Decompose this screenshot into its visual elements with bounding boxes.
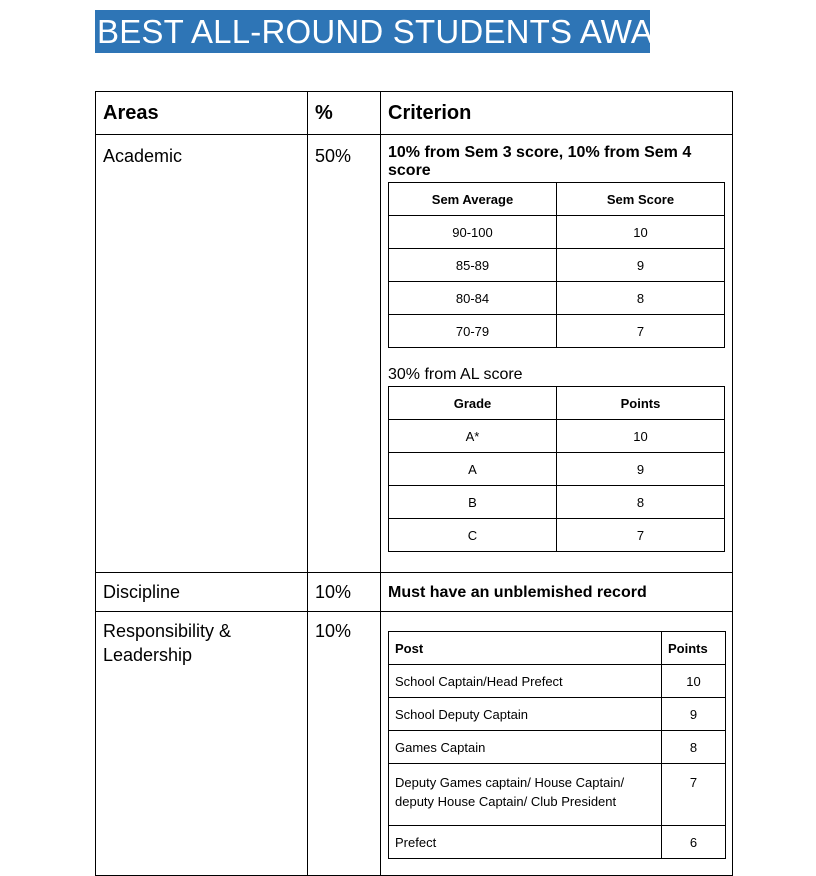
grade-cell: B xyxy=(389,486,557,519)
points-header: Points xyxy=(557,387,725,420)
leadership-area-line2: Leadership xyxy=(103,645,193,665)
sem-average-cell: 90-100 xyxy=(389,216,557,249)
post-cell-line2: deputy House Captain/ Club President xyxy=(395,794,617,809)
al-grade-table xyxy=(388,386,725,552)
awards-criteria-table xyxy=(95,91,733,876)
sem-score-header: Sem Score xyxy=(557,183,725,216)
points-header: Points xyxy=(662,632,726,665)
table-row xyxy=(389,519,725,552)
header-areas: Areas xyxy=(96,92,308,135)
discipline-criterion: Must have an unblemished record xyxy=(388,584,647,601)
leadership-row xyxy=(96,612,733,876)
discipline-percent: 10% xyxy=(315,582,352,602)
sem-score-cell: 9 xyxy=(557,249,725,282)
table-row xyxy=(389,315,725,348)
discipline-row xyxy=(96,573,733,612)
table-row xyxy=(389,698,726,731)
points-cell: 8 xyxy=(557,486,725,519)
sem-score-cell: 7 xyxy=(557,315,725,348)
post-header: Post xyxy=(389,632,662,665)
table-row xyxy=(389,420,725,453)
sem-score-table xyxy=(388,182,725,348)
table-header-row xyxy=(389,183,725,216)
post-cell: Prefect xyxy=(389,826,662,859)
academic-percent: 50% xyxy=(315,146,352,166)
sem-score-cell: 8 xyxy=(557,282,725,315)
grade-cell: A* xyxy=(389,420,557,453)
table-row xyxy=(389,826,726,859)
grade-header: Grade xyxy=(389,387,557,420)
table-row xyxy=(389,216,725,249)
points-cell: 9 xyxy=(557,453,725,486)
table-row xyxy=(389,665,726,698)
table-row xyxy=(389,249,725,282)
header-criterion: Criterion xyxy=(381,92,733,135)
academic-area: Academic xyxy=(103,146,183,166)
grade-cell: C xyxy=(389,519,557,552)
points-cell: 9 xyxy=(662,698,726,731)
sem-score-cell: 10 xyxy=(557,216,725,249)
points-cell: 8 xyxy=(662,731,726,764)
post-cell: Games Captain xyxy=(389,731,662,764)
table-header-row xyxy=(389,632,726,665)
post-cell: School Captain/Head Prefect xyxy=(389,665,662,698)
points-cell: 6 xyxy=(662,826,726,859)
grade-cell: A xyxy=(389,453,557,486)
points-cell: 7 xyxy=(662,764,726,826)
posts-table xyxy=(388,631,726,859)
table-row xyxy=(389,282,725,315)
table-row xyxy=(389,764,726,826)
points-cell: 10 xyxy=(557,420,725,453)
post-cell: School Deputy Captain xyxy=(389,698,662,731)
page-title: BEST ALL-ROUND STUDENTS AWARD xyxy=(95,10,650,53)
leadership-area-line1: Responsibility & xyxy=(103,621,232,641)
sem-average-header: Sem Average xyxy=(389,183,557,216)
table-row xyxy=(389,486,725,519)
points-cell: 10 xyxy=(662,665,726,698)
post-cell xyxy=(389,764,662,826)
table-row xyxy=(389,731,726,764)
table-header-row xyxy=(389,387,725,420)
points-cell: 7 xyxy=(557,519,725,552)
header-row xyxy=(96,92,733,135)
academic-row xyxy=(96,135,733,573)
sem-average-cell: 80-84 xyxy=(389,282,557,315)
post-cell-line1: Deputy Games captain/ House Captain/ xyxy=(395,775,625,790)
sem-average-cell: 85-89 xyxy=(389,249,557,282)
leadership-percent: 10% xyxy=(315,621,352,641)
sem-caption: 10% from Sem 3 score, 10% from Sem 4 score xyxy=(388,144,692,179)
table-row xyxy=(389,453,725,486)
al-caption: 30% from AL score xyxy=(388,366,523,383)
sem-average-cell: 70-79 xyxy=(389,315,557,348)
discipline-area: Discipline xyxy=(103,582,181,602)
header-percent: % xyxy=(308,92,381,135)
